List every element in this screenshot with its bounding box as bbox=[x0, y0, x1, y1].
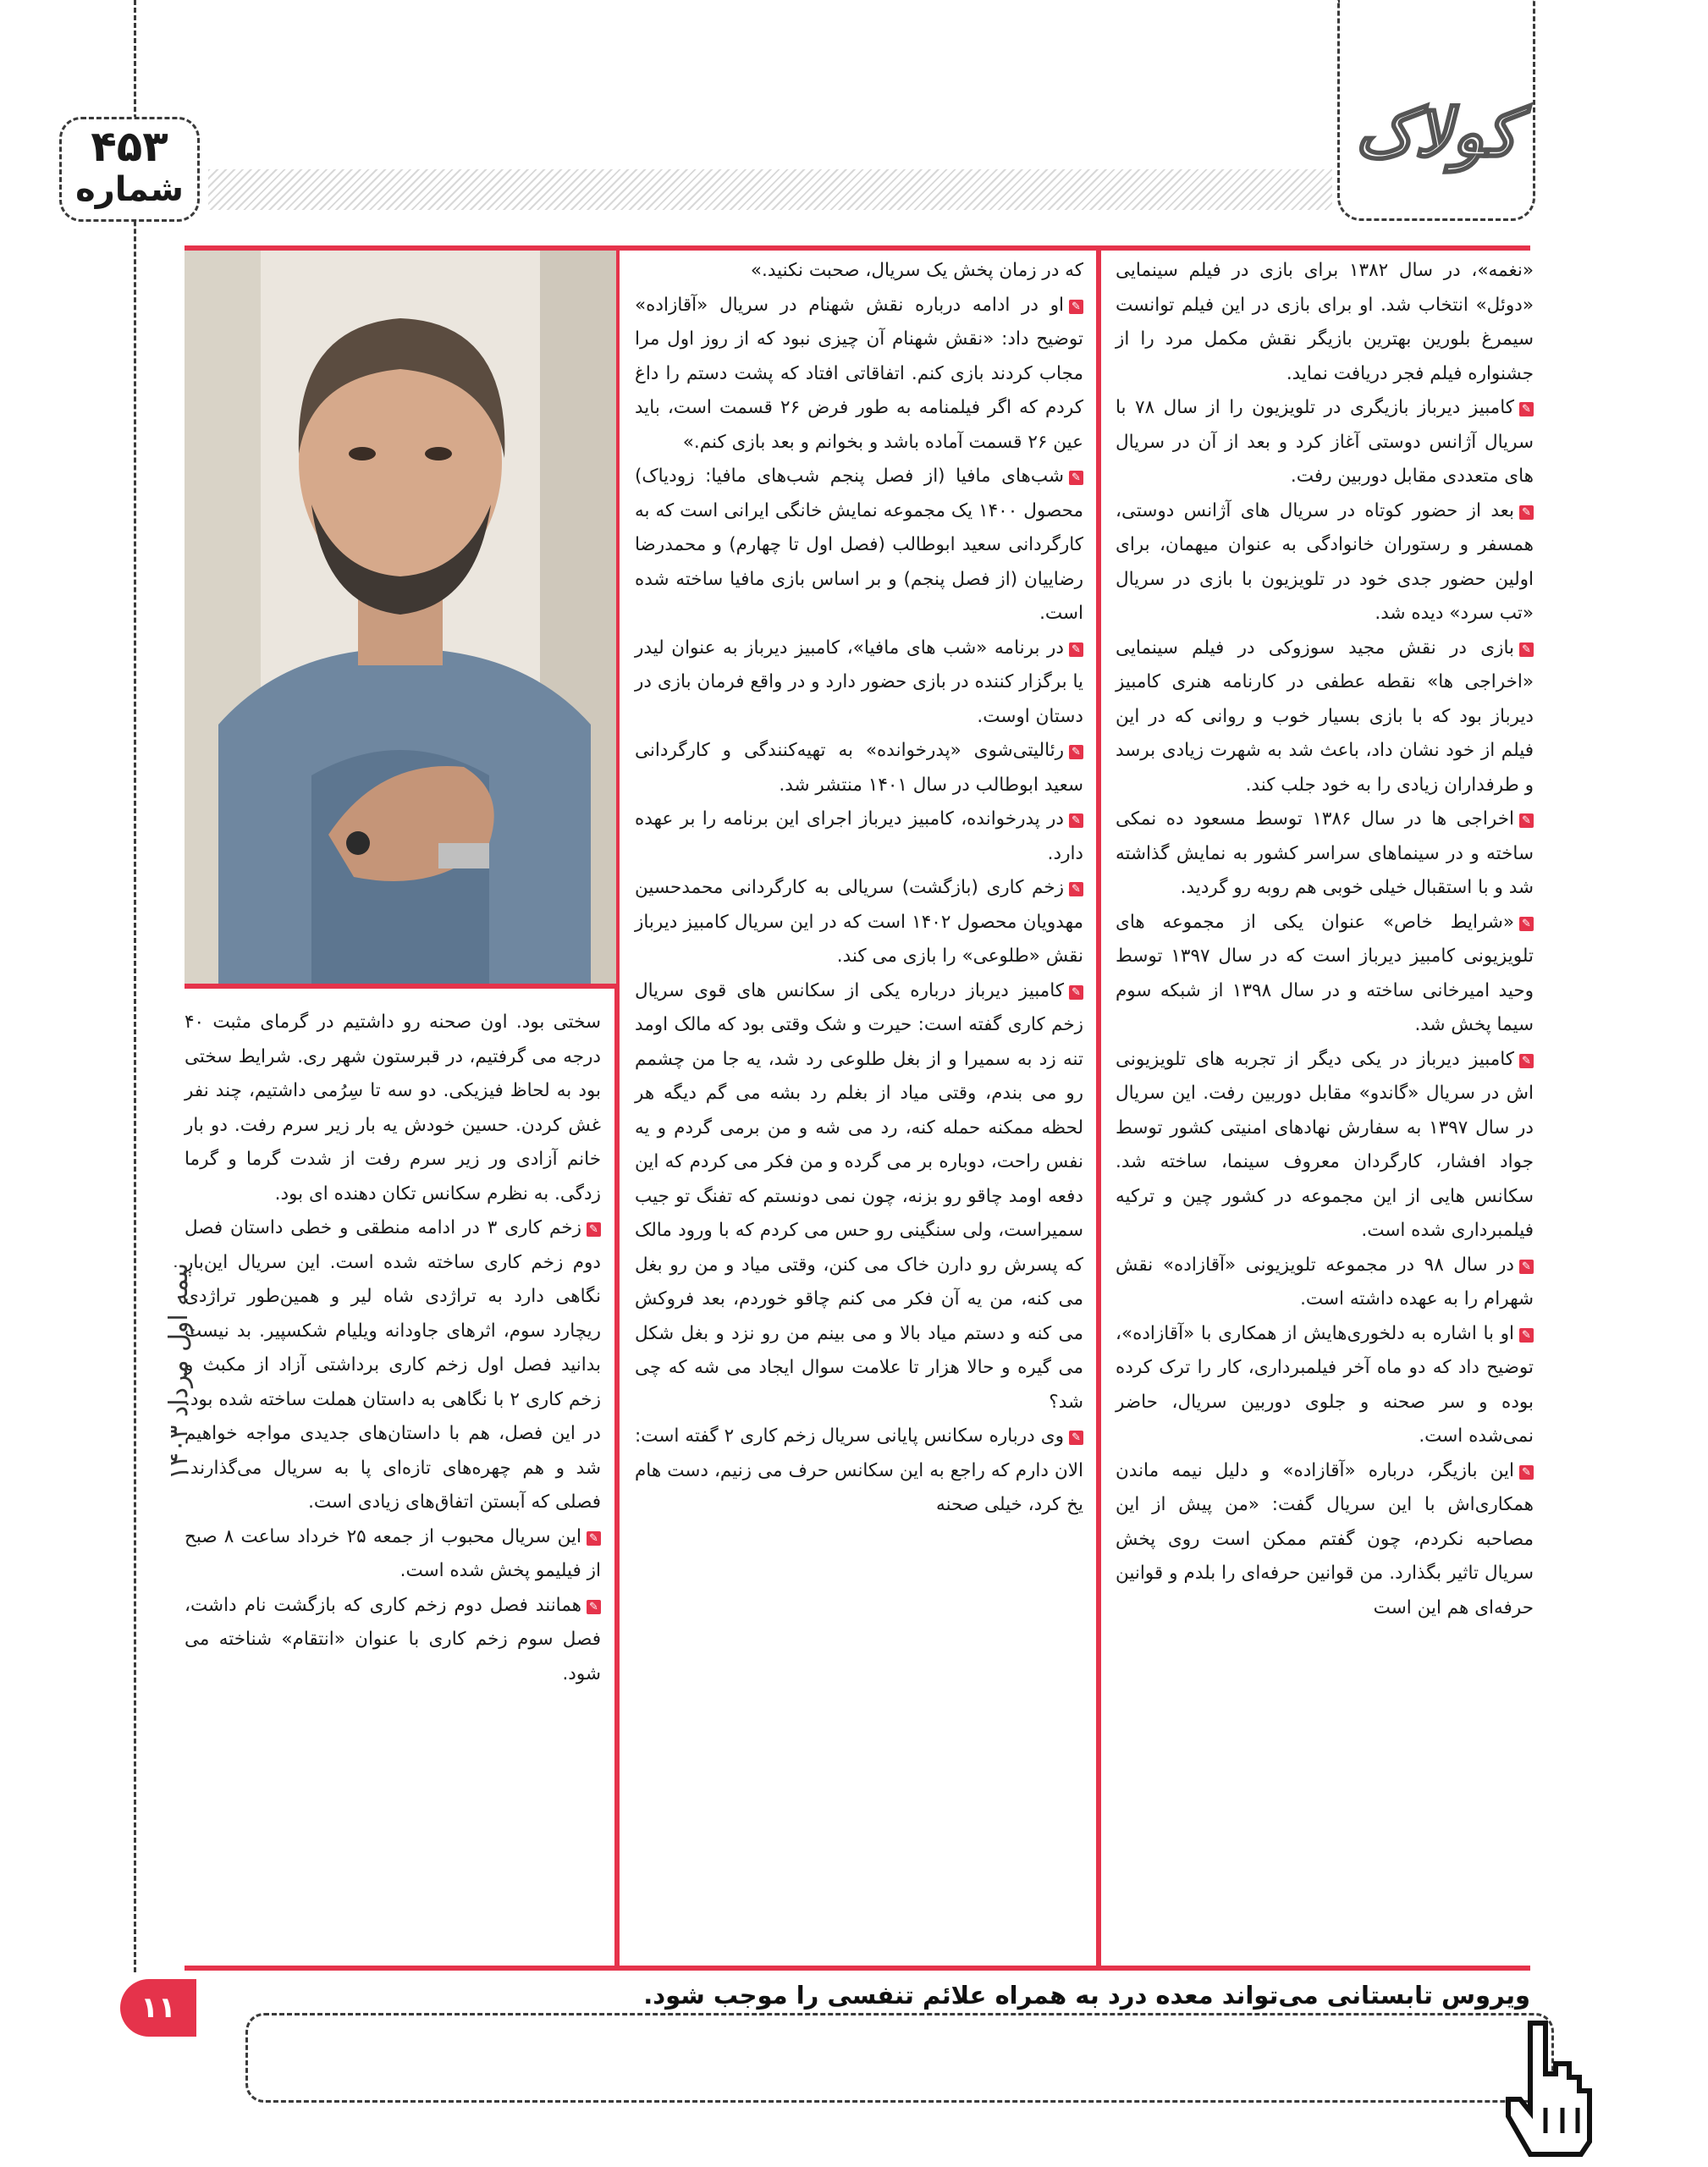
pencil-bullet-icon: ✎ bbox=[1519, 1054, 1534, 1068]
article-paragraph bbox=[1116, 1317, 1534, 1454]
paragraph-text: «نغمه»، در سال ۱۳۸۲ برای بازی در فیلم سینمایی «دوئل» انتخاب شد. او برای بازی در این فیلم توانست سیمرغ بلورین بهترین بازیگر نقش مکمل مرد را از جشنواره فیلم فجر دریافت نماید. bbox=[1116, 260, 1534, 384]
pencil-bullet-icon: ✎ bbox=[587, 1222, 601, 1237]
pencil-bullet-icon: ✎ bbox=[1069, 813, 1083, 828]
paragraph-text: کامبیز دیرباز درباره یکی از سکانس های قوی سریال زخم کاری گفته است: حیرت و شک وقتی بود که مالک اومد تنه زد به سمیرا و از بغل طلوعی رد شد، یه جا من چشمم رو می بندم، وقتی میاد از بغلم رد بشه می گم دیگه هر لحظه ممکنه حمله کنه، رد می شه و من برمی گردم و یه نفس راحت، دوباره بر می گرده و من فکر می کردم که این دفعه اومد چاقو رو بزنه، چون نمی دونستم که تفنگ تو جیب سمیراست، ولی سنگینی رو حس می کردم که با ورود مالک که پسرش رو دارن خاک می کنن، وقتی میاد و من رو بغل می کنه، من یه آن فکر می کنم چاقو خوردم، بعد فروکش می کنه و دستم میاد بالا و می بینم من رو نزد و بغل شکل می گیره و حالا هزار تا علامت سوال ایجاد می شه که چی شد؟ bbox=[635, 979, 1083, 1413]
paragraph-text: در پدرخوانده، کامبیز دیرباز اجرای این برنامه را بر عهده دارد. bbox=[635, 808, 1083, 864]
paragraph-text: بعد از حضور کوتاه در سریال های آژانس دوستی، همسفر و رستوران خانوادگی به عنوان میهمان، برای اولین حضور جدی خود در تلویزیون با بازی در سریال «تب سرد» دیده شد. bbox=[1116, 499, 1534, 624]
paragraph-text: سختی بود. اون صحنه رو داشتیم در گرمای مثبت ۴۰ درجه می گرفتیم، در قبرستون شهر ری. شرایط سختی بود به لحاظ فیزیکی. دو سه تا سِرُمی داشتیم، چند نفر غش کردن. حسین خودش یه بار زیر سرم رفت. دو بار خانم آزادی ور زیر سرم رفت از شدت گرما و گرما زدگی. به نظرم سکانس تکان دهنده ای بود. bbox=[185, 1012, 601, 1205]
article-paragraph bbox=[1116, 1454, 1534, 1626]
footer-tip-box bbox=[245, 2013, 1554, 2103]
column-right-paragraphs bbox=[1116, 254, 1534, 1625]
paragraph-text: بازی در نقش مجید سوزوکی در فیلم سینمایی «اخراجی ها» نقطه عطفی در کارنامه هنری کامبیز دیرباز بود که با بازی بسیار خوب و روانی که در این فیلم از خود نشان داد، باعث شد به شهرت زیادی برسد و طرفداران زیادی را به خود جلب کند. bbox=[1116, 637, 1534, 796]
article-paragraph bbox=[1116, 254, 1534, 391]
issue-badge bbox=[59, 117, 200, 222]
pencil-bullet-icon: ✎ bbox=[1069, 745, 1083, 759]
paragraph-text: زخم کاری (بازگشت) سریالی به کارگردانی محمدحسین مهدویان محصول ۱۴۰۲ است که در این سریال کامبیز دیرباز نقش «طلوعی» را بازی می کند. bbox=[635, 877, 1083, 967]
paragraph-text: رئالیتی‌شوی «پدرخوانده» به تهیه‌کنندگی و کارگردانی سعید ابوطالب در سال ۱۴۰۱ منتشر شد. bbox=[635, 740, 1083, 796]
paragraph-text: در سال ۹۸ در مجموعه تلویزیونی «آقازاده» نقش شهرام را به عهده داشته است. bbox=[1116, 1254, 1534, 1310]
paragraph-text: زخم کاری ۳ در ادامه منطقی و خطی داستان فصل دوم زخم کاری ساخته شده است. این سریال این‌بار نگاهی دارد به تراژدی شاه لیر و همین‌طور تراژدی ریچارد سوم، اثرهای جاودانه ویلیام شکسپیر. بد نیست بدانید فصل اول زخم کاری برداشتی آزاد از مکبث و زخم کاری ۲ با نگاهی به داستان هملت ساخته شده بود. در این فصل، هم با داستان‌های جدیدی مواجه خواهیم شد و هم چهره‌های تازه‌ای پا به سریال می‌گذارند. فصلی که آبستن اتفاق‌های زیادی است. bbox=[185, 1217, 601, 1513]
pencil-bullet-icon: ✎ bbox=[1519, 1260, 1534, 1274]
article-column-middle bbox=[635, 254, 1083, 1523]
article-paragraph bbox=[635, 974, 1083, 1420]
article-column-left bbox=[185, 1006, 601, 1691]
article-paragraph bbox=[635, 734, 1083, 802]
article-paragraph bbox=[185, 1589, 601, 1692]
article-paragraph bbox=[185, 1006, 601, 1211]
right-column-divider bbox=[1096, 245, 1101, 1971]
article-column-right bbox=[1116, 254, 1534, 1625]
paragraph-text: کامبیز دیرباز در یکی دیگر از تجربه های تلویزیونی اش در سریال «گاندو» مقابل دوربین رفت. این سریال در سال ۱۳۹۷ به سفارش نهادهای امنیتی کشور توسط جواد افشار، کارگردان معروف سینما، ساخته شد. سکانس هایی از این مجموعه در کشور چین و ترکیه فیلمبرداری شده است. bbox=[1116, 1048, 1534, 1241]
article-paragraph bbox=[635, 802, 1083, 871]
issue-number: ۴۵۳ bbox=[91, 122, 168, 171]
paragraph-text: او با اشاره به دلخوری‌هایش از همکاری با «آقازاده»، توضیح داد که دو ماه آخر فیلمبرداری، کار را ترک کرده بوده و سر صحنه و جلوی دوربین سریال، حاضر نمی‌شده است. bbox=[1116, 1322, 1534, 1447]
pencil-bullet-icon: ✎ bbox=[1519, 505, 1534, 520]
article-paragraph bbox=[185, 1211, 601, 1520]
paragraph-text: او در ادامه درباره نقش شهنام در سریال «آقازاده» توضیح داد: «نقش شهنام آن چیزی نبود که از روز اول مرا مجاب کردند بازی کنم. اتفاقاتی افتاد که پشت دستم را داغ کردم که اگر فیلمنامه به طور فرض ۲۶ قسمت است، باید عین ۲۶ قسمت آماده باشد و بخوانم و بعد بازی کنم.» bbox=[635, 294, 1083, 453]
pencil-bullet-icon: ✎ bbox=[1519, 917, 1534, 931]
paragraph-text: اخراجی ها در سال ۱۳۸۶ توسط مسعود ده نمکی ساخته و در سینماهای سراسر کشور به نمایش گذاشته شد و با استقبال خیلی خوبی هم روبه رو گردید. bbox=[1116, 808, 1534, 898]
issue-date: نیمه اول مرداد ۱۴۰۳ bbox=[164, 1262, 194, 1481]
article-paragraph bbox=[635, 289, 1083, 460]
pencil-bullet-icon: ✎ bbox=[1519, 1465, 1534, 1480]
article-paragraph bbox=[635, 1420, 1083, 1523]
paragraph-text: در برنامه «شب های مافیا»، کامبیز دیرباز به عنوان لیدر یا برگزار کننده در بازی حضور دارد و در واقع فرمان بازی در دستان اوست. bbox=[635, 637, 1083, 727]
paragraph-text: وی درباره سکانس پایانی سریال زخم کاری ۲ گفته است: الان دارم که راجع به این سکانس حرف می زنیم، دست هام یخ کرد، خیلی صحنه bbox=[635, 1425, 1083, 1515]
issue-label: شماره bbox=[75, 170, 184, 209]
pencil-bullet-icon: ✎ bbox=[1519, 402, 1534, 416]
article-paragraph bbox=[1116, 802, 1534, 906]
pencil-bullet-icon: ✎ bbox=[587, 1531, 601, 1546]
pencil-bullet-icon: ✎ bbox=[1069, 985, 1083, 1000]
paragraph-text: کامبیز دیرباز بازیگری در تلویزیون را از سال ۷۸ با سریال آژانس دوستی آغاز کرد و بعد از آن در سریال های متعددی مقابل دوربین رفت. bbox=[1116, 397, 1534, 487]
article-paragraph bbox=[635, 254, 1083, 289]
article-paragraph bbox=[635, 871, 1083, 974]
article-paragraph bbox=[185, 1520, 601, 1589]
paragraph-text: که در زمان پخش یک سریال، صحبت نکنید.» bbox=[750, 260, 1083, 281]
page-number: ۱۱ bbox=[120, 1979, 196, 2037]
left-margin-rule bbox=[134, 0, 136, 1972]
paragraph-text: همانند فصل دوم زخم کاری که بازگشت نام داشت، فصل سوم زخم کاری با عنوان «انتقام» شناخته می شود. bbox=[185, 1594, 601, 1685]
pointing-hand-icon bbox=[1496, 2015, 1598, 2159]
pencil-bullet-icon: ✎ bbox=[1519, 813, 1534, 828]
magazine-logo bbox=[1337, 0, 1535, 221]
actor-photo bbox=[185, 251, 616, 984]
paragraph-text: این سریال محبوب از جمعه ۲۵ خرداد ساعت ۸ صبح از فیلیمو پخش شده است. bbox=[185, 1525, 601, 1581]
frame-bottom-rule bbox=[185, 1966, 1530, 1971]
column-left-paragraphs bbox=[185, 1006, 601, 1691]
footer-tip-text: ویروس تابستانی می‌تواند معده درد به همراه علائم تنفسی را موجب شود. bbox=[643, 1981, 1530, 2010]
pencil-bullet-icon: ✎ bbox=[1519, 642, 1534, 657]
column-middle-paragraphs bbox=[635, 254, 1083, 1523]
article-paragraph bbox=[1116, 391, 1534, 494]
header-hatch-bar bbox=[208, 169, 1332, 210]
article-paragraph bbox=[1116, 1249, 1534, 1317]
pencil-bullet-icon: ✎ bbox=[1519, 1328, 1534, 1343]
paragraph-text: این بازیگر، درباره «آقازاده» و دلیل نیمه ماندن همکاری‌اش با این سریال گفت: «من پیش از این مصاحبه نکردم، چون گفتم ممکن است روی پخش سریال تاثیر بگذارد. من قوانین حرفه‌ای را بلدم و قوانین حرفه‌ای هم این است bbox=[1116, 1459, 1534, 1618]
pencil-bullet-icon: ✎ bbox=[1069, 642, 1083, 657]
photo-bottom-rule bbox=[185, 984, 616, 989]
article-paragraph bbox=[1116, 1043, 1534, 1249]
pencil-bullet-icon: ✎ bbox=[1069, 300, 1083, 314]
article-paragraph bbox=[1116, 906, 1534, 1043]
logo-text: کولاک bbox=[1355, 95, 1518, 172]
article-paragraph bbox=[635, 631, 1083, 735]
pencil-bullet-icon: ✎ bbox=[587, 1600, 601, 1614]
paragraph-text: «شرایط خاص» عنوان یکی از مجموعه های تلویزیونی کامبیز دیرباز است که در سال ۱۳۹۷ توسط وحید امیرخانی ساخته و در سال ۱۳۹۸ از شبکه سوم سیما پخش شد. bbox=[1116, 911, 1534, 1035]
pencil-bullet-icon: ✎ bbox=[1069, 1431, 1083, 1445]
paragraph-text: شب‌های مافیا (از فصل پنجم شب‌های مافیا: زودیاک) محصول ۱۴۰۰ یک مجموعه نمایش خانگی ایرانی است که به کارگردانی سعید ابوطالب (فصل اول تا چهارم) و محمدرضا رضاییان (از فصل پنجم) و بر اساس بازی مافیا ساخته شده است. bbox=[635, 466, 1083, 624]
article-paragraph bbox=[635, 460, 1083, 631]
pencil-bullet-icon: ✎ bbox=[1069, 471, 1083, 485]
article-paragraph bbox=[1116, 631, 1534, 803]
article-paragraph bbox=[1116, 494, 1534, 631]
pencil-bullet-icon: ✎ bbox=[1069, 882, 1083, 896]
